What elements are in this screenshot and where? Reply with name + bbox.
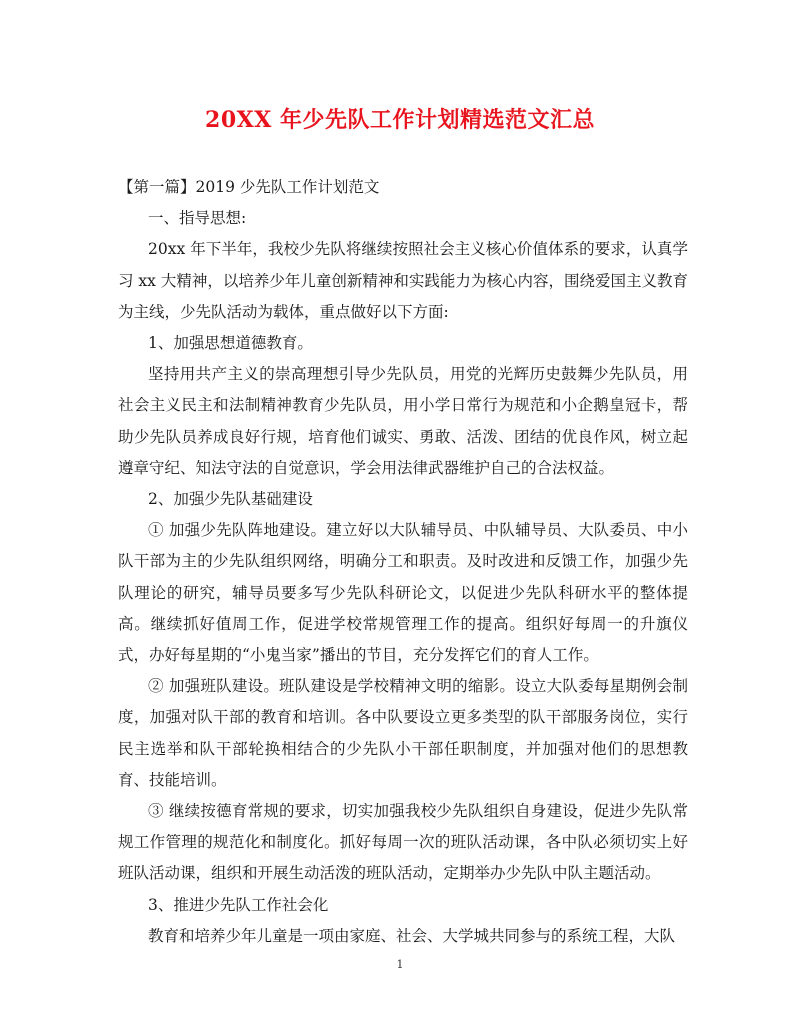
paragraph-intro: 20xx 年下半年，我校少先队将继续按照社会主义核心价值体系的要求，认真学习 xx 大精神，以培养少年儿童创新精神和实践能力为核心内容，围绕爱国主义教育为主线，少先队活动为载体，重点做好以下方面: [118, 240, 688, 321]
subheading-guiding-ideology: 一、指导思想: [148, 209, 247, 228]
subheading-moral-education: 1、加强思想道德教育。 [148, 334, 313, 353]
document-body [118, 172, 688, 952]
paragraph-socialization: 教育和培养少年儿童是一项由家庭、社会、大学城共同参与的系统工程，大队 [148, 926, 676, 945]
document-title: 20XX 年少先队工作计划精选范文汇总 [205, 107, 595, 133]
subheading-basic-construction: 2、加强少先队基础建设 [148, 490, 313, 509]
paragraph-routine-work: ③ 继续按德育常规的要求，切实加强我校少先队组织自身建设，促进少先队常规工作管理的规范化和制度化。抓好每周一次的班队活动课，各中队必须切实上好班队活动课，组织和开展生动活泼的班队活动，定期举办少先队中队主题活动。 [118, 802, 688, 883]
section-heading: 【第一篇】2019 少先队工作计划范文 [118, 178, 380, 196]
paragraph-class-construction: ② 加强班队建设。班队建设是学校精神文明的缩影。设立大队委每星期例会制度，加强对队干部的教育和培训。各中队要设立更多类型的队干部服务岗位，实行民主选举和队干部轮换相结合的少先队小干部任职制度，并加强对他们的思想教育、技能培训。 [118, 677, 688, 789]
page-number: 1 [396, 958, 404, 971]
paragraph-position-construction: ① 加强少先队阵地建设。建立好以大队辅导员、中队辅导员、大队委员、中小队干部为主的少先队组织网络，明确分工和职责。及时改进和反馈工作，加强少先队理论的研究，辅导员要多写少先队科研论文，以促进少先队科研水平的整体提高。继续抓好值周工作，促进学校常规管理工作的提高。组织好每周一的升旗仪式，办好每星期的“小鬼当家”播出的节目，充分发挥它们的育人工作。 [118, 521, 688, 665]
subheading-socialization: 3、推进少先队工作社会化 [148, 895, 329, 914]
paragraph-moral-education: 坚持用共产主义的崇高理想引导少先队员，用党的光辉历史鼓舞少先队员，用社会主义民主和法制精神教育少先队员，用小学日常行为规范和小企鹅皇冠卡，帮助少先队员养成良好行规，培育他们诚实、勇敢、活泼、团结的优良作风，树立起遵章守纪、知法守法的自觉意识，学会用法律武器维护自己的合法权益。 [118, 365, 688, 477]
